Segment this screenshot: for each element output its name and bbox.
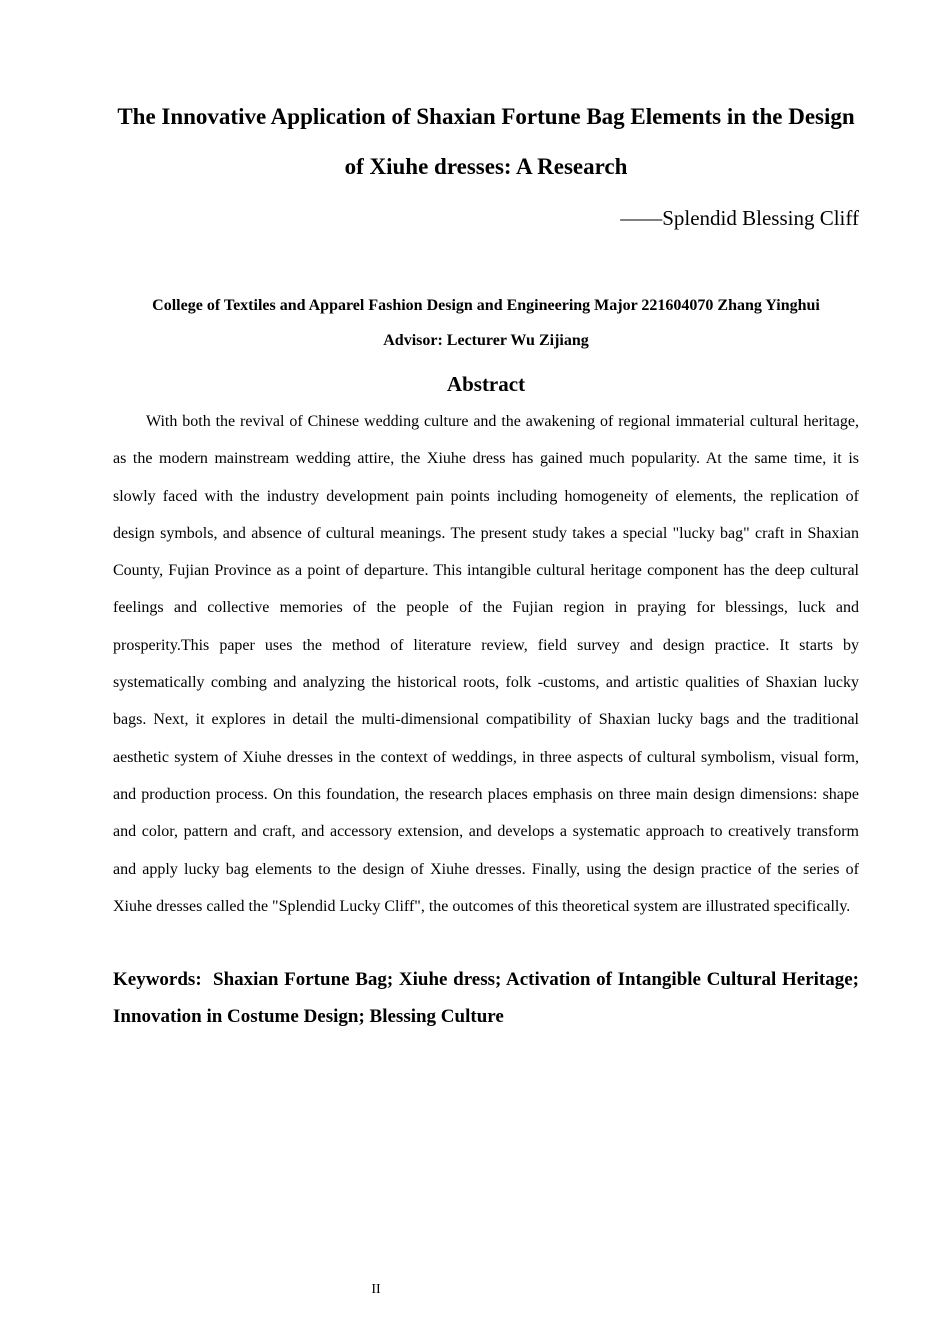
abstract-heading: Abstract: [446, 372, 526, 396]
page-number: II: [371, 1282, 381, 1297]
abstract-body: With both the revival of Chinese wedding culture and the awakening of regional immaterial cultural heritage, as the modern mainstream wedding attire, the Xiuhe dress has gained much popularity. At the same time, it is slowly faced with the industry development pain points including homogeneity of elements, the replication of design symbols, and absence of cultural meanings. The present study takes a special "lucky bag" craft in Shaxian County, Fujian Province as a point of departure. This intangible cultural heritage component has the deep cultural feelings and collective memories of the people of the Fujian region in praying for blessings, luck and prosperity.This paper uses the method of literature review, field survey and design practice. It starts by systematically combing and analyzing the historical roots, folk -customs, and artistic qualities of Shaxian lucky bags. Next, it explores in detail the multi-dimensional compatibility of Shaxian lucky bags and the traditional aesthetic system of Xiuhe dresses in the context of weddings, in three aspects of cultural symbolism, visual form, and production process. On this foundation, the research places emphasis on three main design dimensions: shape and color, pattern and craft, and accessory extension, and develops a systematic approach to creatively transform and apply lucky bag elements to the design of Xiuhe dresses. Finally, using the design practice of the series of Xiuhe dresses called the "Splendid Lucky Cliff", the outcomes of this theoretical system are illustrated specifically.: [113, 413, 859, 915]
keywords-label: Keywords:: [113, 969, 213, 990]
paper-subtitle: ——Splendid Blessing Cliff: [620, 206, 859, 230]
advisor-line: Advisor: Lecturer Wu Zijiang: [383, 332, 589, 349]
keywords-paragraph: [113, 961, 859, 1035]
keywords-text: Shaxian Fortune Bag; Xiuhe dress; Activation of Intangible Cultural Heritage; Innovation in Costume Design; Blessing Culture: [113, 969, 860, 1027]
paper-title: The Innovative Application of Shaxian Fortune Bag Elements in the Design of Xiuhe dresses: A Research: [117, 104, 855, 179]
author-affiliation: [113, 288, 859, 358]
affiliation-line: College of Textiles and Apparel Fashion Design and Engineering Major 221604070 Zhang Yinghui: [152, 297, 820, 314]
